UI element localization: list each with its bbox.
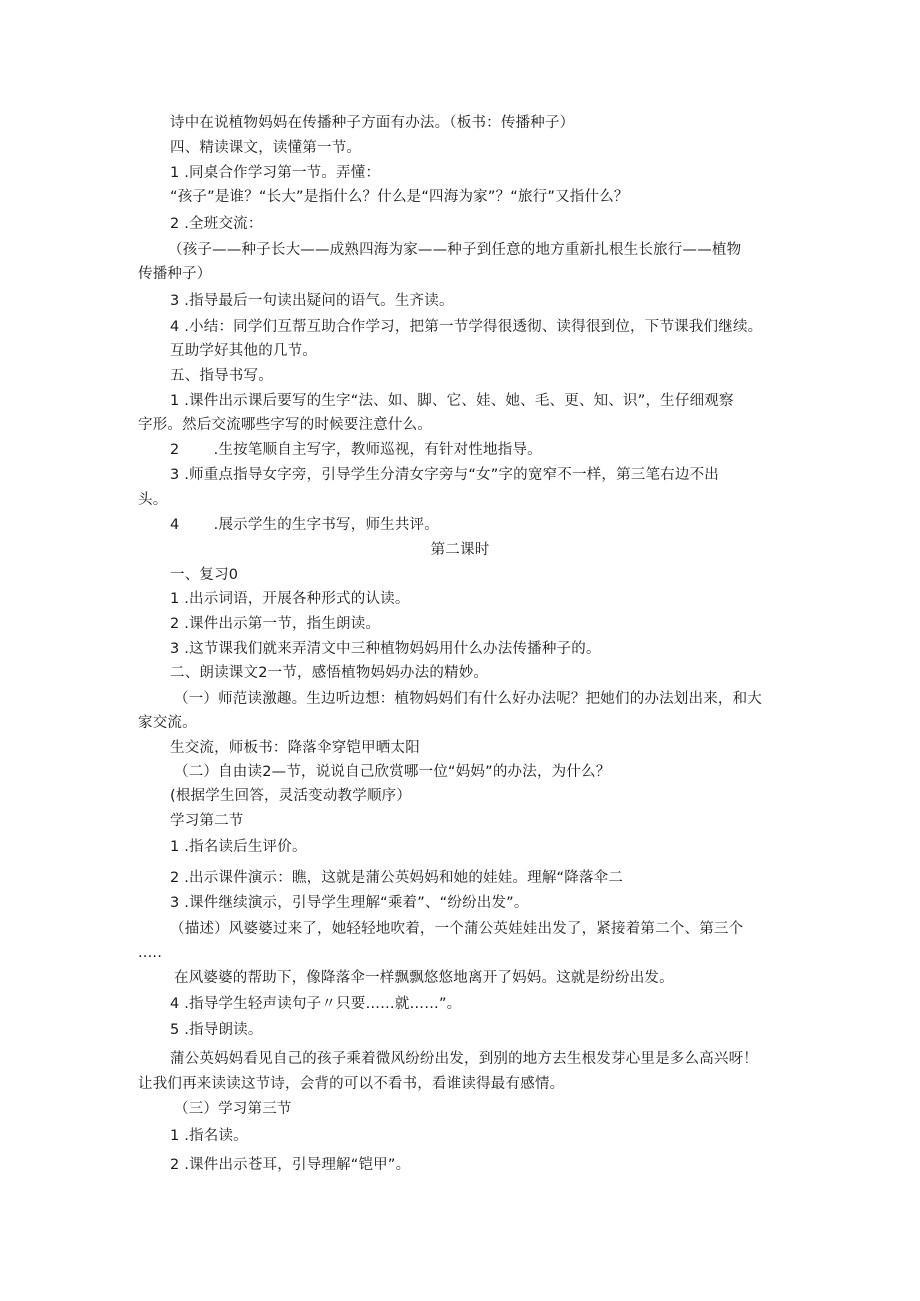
section-heading: 四、精读课文，读懂第一节。 [170,140,362,156]
paragraph-line: 在风婆婆的帮助下，像降落伞一样飘飘悠悠地离开了妈妈。这就是纷纷出发。 [174,970,674,986]
list-item: 2 .课件出示苍耳，引导理解“铠甲”。 [170,1157,411,1173]
list-item: 3 .课件继续演示，引导学生理解“乘着”、“纷纷出发”。 [170,895,529,911]
list-item: 3 .师重点指导女字旁，引导学生分清女字旁与“女”字的宽窄不一样，第三笔右边不出 [170,467,719,483]
paragraph-line: (根据学生回答，灵活变动教学顺序） [170,788,412,804]
paragraph-line: （描述）风婆婆过来了，她轻轻地吹着，一个蒲公英娃娃出发了，紧接着第二个、第三个 [170,921,744,937]
section-heading: 一、复习0 [170,567,239,583]
list-item: 3 .这节课我们就来弄清文中三种植物妈妈用什么办法传播种子的。 [170,641,601,657]
list-item: 1 .同桌合作学习第一节。弄懂： [170,165,381,181]
list-item: 2 .出示课件演示：瞧，这就是蒲公英妈妈和她的娃娃。理解“降落伞二 [170,870,624,886]
list-item: 4 .展示学生的生字书写，师生共评。 [170,517,439,533]
list-item: 2 .生按笔顺自主写字，教师巡视，有针对性地指导。 [170,442,542,458]
paragraph-line: 传播种子） [138,266,212,282]
paragraph-line: （孩子——种子长大——成熟四海为家——种子到任意的地方重新扎根生长旅行——植物 [168,242,742,258]
list-item: 1 .指名读。 [170,1128,248,1144]
paragraph-line: 让我们再来读读这节诗，会背的可以不看书，看谁读得最有感情。 [138,1076,565,1092]
list-item: 4 .指导学生轻声读句子〃只要……就……”。 [170,996,462,1012]
paragraph-line: 字形。然后交流哪些字写的时候要注意什么。 [138,417,432,433]
paragraph-line: “孩子”是谁？“长大”是指什么？什么是“四海为家”？“旅行”又指什么？ [170,189,629,205]
subsection-heading: （三）学习第三节 [174,1101,292,1117]
paragraph-line: 头。 [138,492,168,508]
paragraph-line: 蒲公英妈妈看见自己的孩子乘着微风纷纷出发，到别的地方去生根发芽心里是多么高兴呀！ [170,1051,758,1067]
paragraph-line: 互助学好其他的几节。 [170,343,317,359]
paragraph-line: （二）自由读2—节，说说自己欣赏哪一位“妈妈”的办法，为什么？ [174,764,611,780]
section-heading: 二、朗读课文2一节，感悟植物妈妈办法的精妙。 [170,665,489,681]
list-item: 2 .课件出示第一节，指生朗读。 [170,616,381,632]
paragraph-line: 家交流。 [138,715,197,731]
list-item: 5 .指导朗读。 [170,1022,263,1038]
paragraph-line: ..... [138,945,163,961]
list-item: 4 .小结：同学们互帮互助合作学习，把第一节学得很透彻、读得很到位，下节课我们继续。 [170,319,763,335]
list-item: 1 .出示词语，开展各种形式的认读。 [170,591,410,607]
list-item: 3 .指导最后一句读出疑问的语气。生齐读。 [170,293,454,309]
list-item: 1 .课件出示课后要写的生字“法、如、脚、它、娃、她、毛、更、知、识”，生仔细观察 [170,393,734,409]
list-item: 1 .指名读后生评价。 [170,839,307,855]
paragraph-line: 生交流，师板书：降落伞穿铠甲晒太阳 [170,740,420,756]
list-item: 2 .全班交流： [170,216,263,232]
subsection-heading: 学习第二节 [170,813,244,829]
paragraph-line: 诗中在说植物妈妈在传播种子方面有办法。（板书：传播种子） [170,115,575,131]
lesson-title: 第二课时 [430,542,490,558]
section-heading: 五、指导书写。 [170,368,273,384]
paragraph-line: （一）师范读激趣。生边听边想：植物妈妈们有什么好办法呢？把她们的办法划出来，和大 [174,691,762,707]
